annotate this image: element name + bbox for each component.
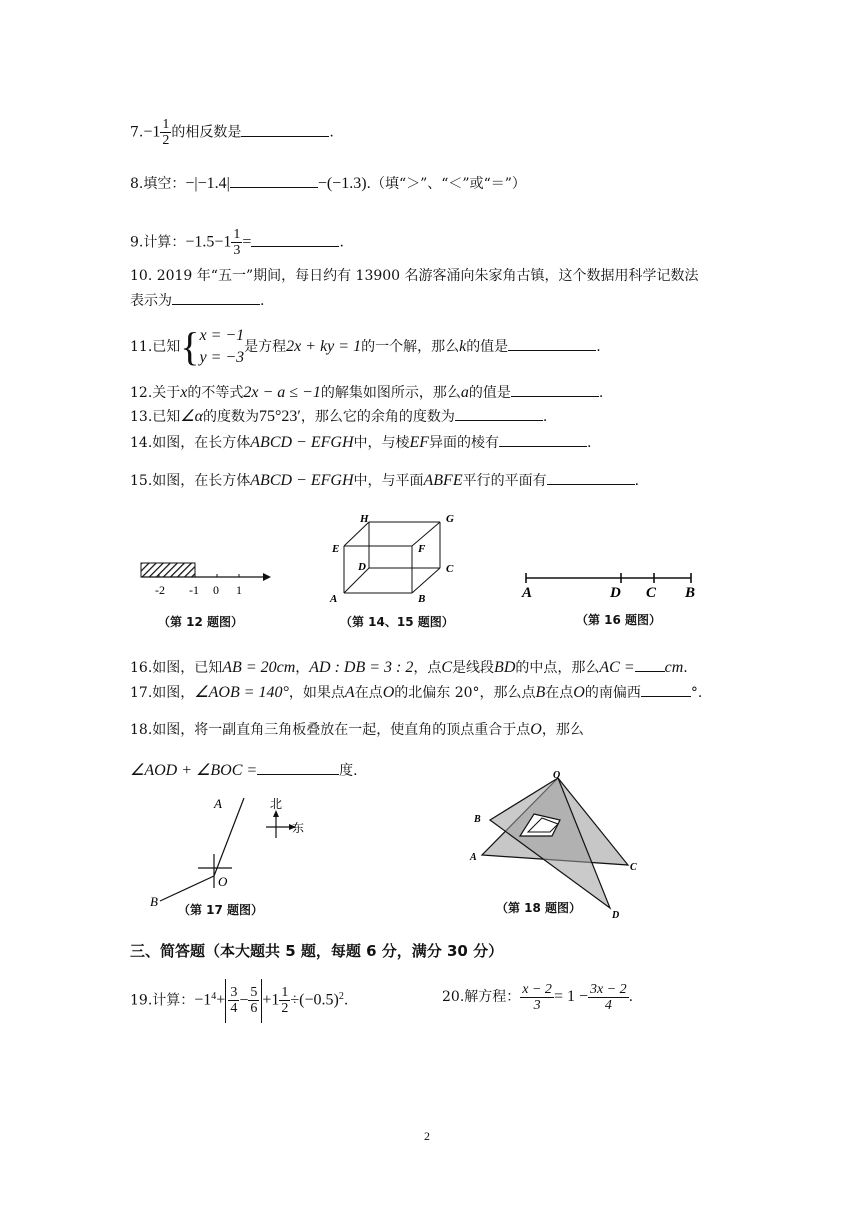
- point-label: C: [630, 862, 637, 873]
- q12-var: x: [180, 384, 188, 401]
- q20-frac-right: [588, 982, 629, 1013]
- q7-answer-blank[interactable]: [241, 122, 329, 137]
- axis-arrow-icon: [263, 573, 271, 581]
- q13-end: .: [542, 409, 548, 425]
- q15-end: .: [634, 473, 640, 489]
- q17-text2: ，如果点: [288, 685, 345, 701]
- q13-text3: ，那么它的余角的度数为: [300, 409, 455, 425]
- question-20: [442, 975, 633, 1019]
- q11-var: k: [459, 338, 467, 355]
- q8-expr-left: −|−1.4|: [185, 175, 230, 192]
- q12-var2: a: [460, 384, 469, 401]
- point-label: A: [522, 585, 533, 601]
- q15-text2: 中，与平面: [353, 473, 424, 489]
- q15-text1: 15.如图，在长方体: [130, 473, 251, 489]
- vertex-label: A: [330, 593, 338, 605]
- question-8: [130, 173, 526, 194]
- point-label: D: [610, 585, 621, 601]
- q20-end: .: [628, 989, 634, 1005]
- q20-left-den: 3: [533, 997, 541, 1013]
- q7-frac-num: 1: [162, 117, 170, 132]
- vertex-label: H: [360, 513, 369, 525]
- question-12: [130, 382, 603, 403]
- q9-expr: −1.5−1: [185, 233, 232, 251]
- q19-frac2: [248, 985, 259, 1016]
- q12-inequality: 2x − a ≤ −1: [243, 384, 321, 401]
- q14-solid: ABCD − EFGH: [250, 434, 354, 451]
- q14-end: .: [587, 435, 592, 451]
- q18-point: O: [530, 721, 542, 738]
- q14-text2: 中，与棱: [353, 435, 410, 451]
- point-label: A: [214, 796, 222, 811]
- q8-number: 8.填空：: [130, 176, 186, 192]
- east-label: 东: [292, 821, 305, 835]
- section-3-heading: 三、简答题（本大题共 5 题，每题 6 分，满分 30 分）: [130, 942, 504, 960]
- q9-end: .: [339, 234, 344, 251]
- q19-exp2: 2: [338, 991, 344, 1002]
- q20-number: 20.解方程：: [442, 989, 521, 1005]
- q11-number: 11.已知: [130, 339, 181, 355]
- q19-plus: +: [216, 991, 226, 1009]
- q16-text4: 的中点，那么: [515, 660, 600, 676]
- q19-f3-num: 1: [281, 985, 289, 1001]
- q11-eq1: x = −1: [199, 327, 245, 344]
- point-label: B: [150, 894, 158, 909]
- q11-system: [199, 325, 244, 369]
- q17-p2: O: [382, 684, 395, 701]
- q10-end: .: [260, 293, 265, 309]
- q9-fraction: [231, 227, 242, 258]
- q17-end: °.: [690, 685, 703, 701]
- q17-text3: 在点: [354, 685, 383, 701]
- question-10-line2: [130, 290, 264, 311]
- q9-answer-blank[interactable]: [251, 232, 339, 247]
- q13-text1: 13.已知: [130, 409, 181, 425]
- q17-eq: ∠AOB = 140°: [194, 684, 289, 701]
- q16-text2: ，点: [413, 660, 442, 676]
- point-label: O: [553, 770, 561, 781]
- q17-text5: 在点: [545, 685, 574, 701]
- figure-12-caption: （第 12 题图）: [158, 615, 244, 629]
- north-arrow-icon: [273, 810, 279, 817]
- tick-label: -2: [155, 583, 165, 597]
- q7-end: .: [329, 124, 334, 141]
- q17-text1: 17.如图，: [130, 685, 195, 701]
- q20-left-num: x − 2: [522, 981, 552, 997]
- q7-fraction: [160, 117, 171, 148]
- q19-f1-num: 3: [230, 985, 238, 1001]
- q19-f3-den: 2: [281, 1001, 289, 1017]
- page-number: 2: [424, 1129, 430, 1143]
- figure-17-directions: [140, 790, 340, 915]
- q19-minus: −: [239, 991, 249, 1009]
- q19-abs: [225, 979, 262, 1023]
- vertex-label: B: [418, 593, 426, 605]
- q19-f2-num: 5: [250, 985, 258, 1001]
- q19-frac1: [228, 985, 239, 1016]
- q16-point: C: [441, 659, 453, 676]
- question-11: [130, 322, 601, 372]
- q20-right-den: 4: [604, 997, 612, 1013]
- q19-plus2: +1: [262, 991, 280, 1009]
- q8-answer-blank[interactable]: [230, 173, 318, 188]
- q17-answer-blank[interactable]: [641, 682, 691, 697]
- vertex-label: G: [446, 513, 454, 525]
- q15-text3: 平行的平面有: [462, 473, 547, 489]
- q17-p3: B: [535, 684, 546, 701]
- q16-sep: ，: [295, 660, 310, 676]
- question-19: [130, 975, 348, 1023]
- q11-text1: 是方程: [244, 339, 287, 355]
- question-7: [130, 117, 334, 148]
- figure-12-number-line: [135, 555, 275, 605]
- question-16: [130, 657, 688, 678]
- q20-frac-left: [520, 982, 554, 1013]
- q15-solid: ABCD − EFGH: [250, 472, 354, 489]
- vertex-label: F: [418, 543, 426, 555]
- north-label: 北: [270, 797, 283, 811]
- q16-eq1: AB = 20cm: [222, 659, 296, 676]
- q17-p4: O: [573, 684, 585, 701]
- q18-text2: ，那么: [541, 722, 584, 738]
- question-18-line1: [130, 720, 584, 740]
- q20-eq: = 1 −: [553, 988, 588, 1005]
- q16-eq2: AD : DB = 3 : 2: [309, 659, 414, 676]
- q12-answer-blank[interactable]: [511, 382, 599, 397]
- question-10-line1: 10. 2019 年“五一”期间，每日约有 13900 名游客涌向朱家角古镇，这个数据用科学记数法: [130, 268, 699, 284]
- q19-end: .: [343, 992, 349, 1009]
- q14-text1: 14.如图，在长方体: [130, 435, 251, 451]
- q16-unit: cm: [664, 659, 684, 676]
- q16-text3: 是线段: [452, 660, 495, 676]
- q9-frac-num: 1: [233, 227, 241, 242]
- q16-eq3: AC =: [599, 659, 635, 676]
- q14-text3: 异面的棱有: [429, 435, 500, 451]
- q16-text1: 16.如图，已知: [130, 660, 223, 676]
- vertex-label: E: [332, 543, 340, 555]
- q19-a: −1: [194, 991, 212, 1009]
- q7-text: 的相反数是: [171, 124, 242, 141]
- tick-label: 1: [236, 583, 242, 597]
- q19-frac3: [279, 985, 290, 1016]
- question-13: [130, 406, 547, 427]
- q14-answer-blank[interactable]: [499, 432, 587, 447]
- q9-frac-den: 3: [233, 243, 241, 258]
- q19-number: 19.计算：: [130, 992, 195, 1009]
- q19-exp: 4: [211, 991, 217, 1002]
- q11-equation: 2x + ky = 1: [286, 338, 362, 355]
- q13-answer-blank[interactable]: [455, 406, 543, 421]
- q12-text4: 的值是: [468, 385, 511, 401]
- q15-plane: ABFE: [423, 472, 463, 489]
- point-label: O: [218, 874, 228, 889]
- q11-end: .: [596, 339, 601, 355]
- q17-text6: 的南偏西: [584, 685, 641, 701]
- q16-answer-blank[interactable]: [635, 657, 665, 672]
- question-17: [130, 682, 702, 703]
- figure-14-cuboid: [322, 508, 472, 608]
- q8-expr-right: −(−1.3): [317, 175, 367, 192]
- solution-set-hatch: [141, 563, 195, 577]
- q20-right-num: 3x − 2: [589, 981, 627, 997]
- point-label: A: [470, 852, 477, 863]
- q17-p1: A: [344, 684, 355, 701]
- q11-answer-blank[interactable]: [508, 336, 596, 351]
- q17-text4: 的北偏东 20°，那么点: [394, 685, 536, 701]
- q7-frac-den: 2: [162, 133, 170, 148]
- question-14: [130, 432, 592, 453]
- tick-label: -1: [189, 583, 199, 597]
- q13-angle: ∠α: [180, 408, 204, 425]
- q12-text2: 的不等式: [187, 385, 244, 401]
- q12-end: .: [598, 385, 604, 401]
- q14-edge: EF: [409, 434, 430, 451]
- vertex-label: D: [358, 561, 366, 573]
- q18-text1: 18.如图，将一副直角三角板叠放在一起，使直角的顶点重合于点: [130, 722, 531, 738]
- q19-f2-den: 6: [250, 1001, 258, 1017]
- q18-answer-blank[interactable]: [257, 760, 339, 775]
- q13-value: 75°23′: [259, 408, 301, 425]
- figure-14-caption: （第 14、15 题图）: [340, 615, 454, 629]
- point-label: B: [685, 585, 696, 601]
- question-15: [130, 470, 639, 491]
- vertex-label: C: [446, 563, 454, 575]
- q18-text3: 度.: [339, 763, 358, 779]
- figure-18-caption: （第 18 题图）: [496, 901, 582, 915]
- q11-eq2: y = −3: [199, 349, 245, 366]
- q19-div: ÷(−0.5): [290, 991, 339, 1009]
- q9-eq: =: [242, 233, 252, 251]
- q15-answer-blank[interactable]: [547, 470, 635, 485]
- q11-text3: 的值是: [466, 339, 509, 355]
- point-label: B: [474, 814, 481, 825]
- figure-16-caption: （第 16 题图）: [576, 613, 662, 627]
- point-label: C: [646, 585, 657, 601]
- q16-end: .: [683, 660, 688, 676]
- q12-text3: 的解集如图所示，那么: [320, 385, 461, 401]
- q12-text1: 12.关于: [130, 385, 181, 401]
- q9-number: 9.计算：: [130, 234, 186, 251]
- point-label: D: [612, 910, 620, 921]
- q11-brace: {: [180, 324, 200, 369]
- q7-whole: −1: [143, 123, 161, 141]
- q10-line2-text: 表示为: [130, 293, 172, 309]
- q8-text: .（填“＞”、“＜”或“＝”）: [366, 176, 526, 192]
- figure-17-caption: （第 17 题图）: [178, 903, 264, 917]
- figure-16-segment: [518, 568, 703, 602]
- question-18-line2: [130, 760, 358, 781]
- q10-answer-blank[interactable]: [172, 290, 260, 305]
- q7-number: 7.: [130, 124, 144, 141]
- q16-segment: BD: [494, 659, 516, 676]
- q13-text2: 的度数为: [203, 409, 260, 425]
- question-9: [130, 227, 344, 258]
- q19-f1-den: 4: [230, 1001, 238, 1017]
- q18-expr: ∠AOD + ∠BOC =: [130, 762, 258, 779]
- q11-text2: 的一个解，那么: [361, 339, 460, 355]
- tick-label: 0: [213, 583, 219, 597]
